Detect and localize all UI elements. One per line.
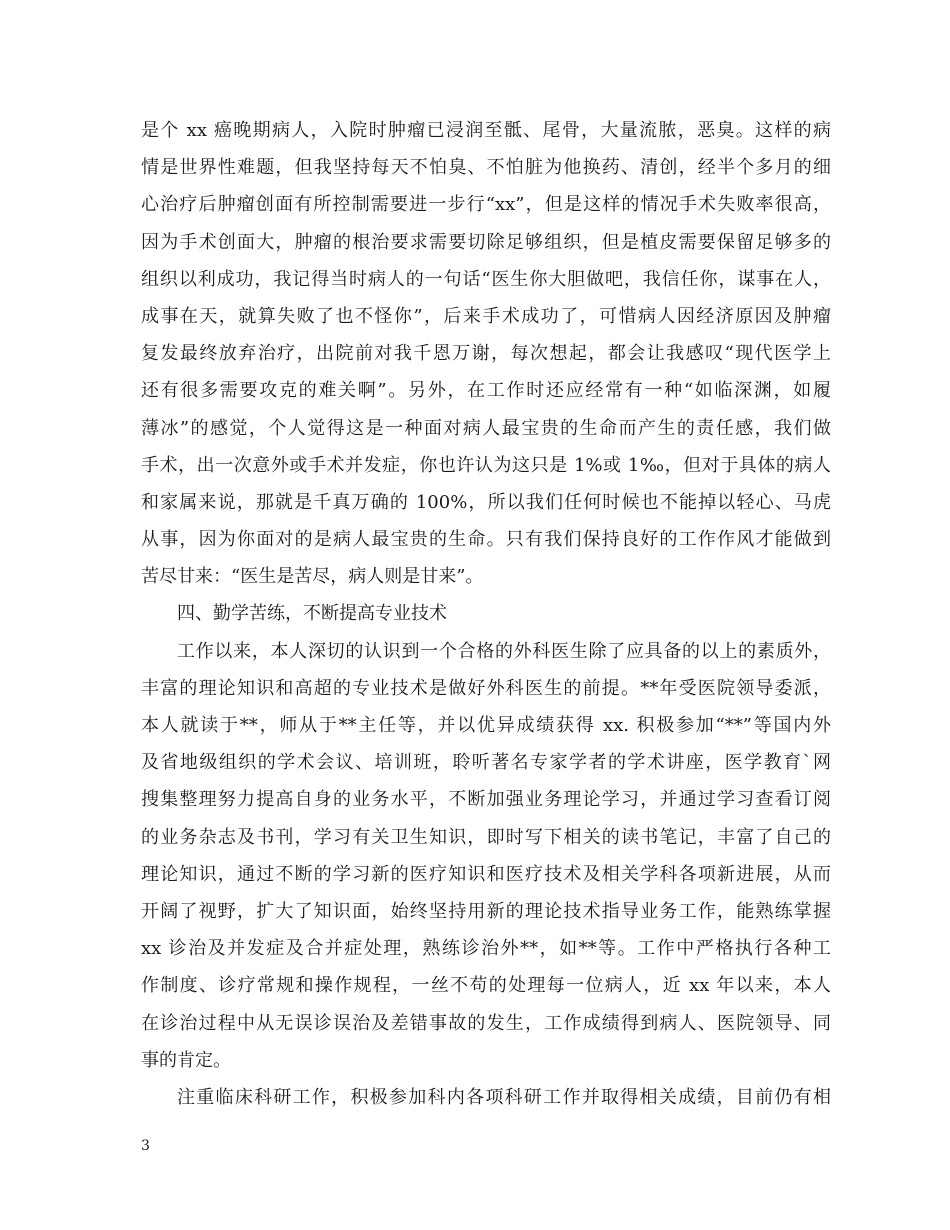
text-line: 的业务杂志及书刊，学习有关卫生知识，即时写下相关的读书笔记，丰富了自己的 bbox=[141, 826, 831, 848]
text-line: 事的肯定。 bbox=[141, 1049, 231, 1071]
text-line: 注重临床科研工作，积极参加科内各项科研工作并取得相关成绩，目前仍有相 bbox=[177, 1086, 831, 1108]
text-line: 和家属来说，那就是千真万确的 100%，所以我们任何时候也不能掉以轻心、马虎 bbox=[141, 491, 831, 513]
text-line: 搜集整理努力提高自身的业务水平，不断加强业务理论学习，并通过学习查看订阅 bbox=[141, 789, 831, 811]
text-line: 是个 xx 癌晚期病人，入院时肿瘤已浸润至骶、尾骨，大量流脓，恶臭。这样的病 bbox=[141, 120, 831, 141]
text-line: 手术，出一次意外或手术并发症，你也许认为这只是 1%或 1‰，但对于具体的病人 bbox=[141, 454, 831, 476]
text-line: 组织以利成功，我记得当时病人的一句话“医生你大胆做吧，我信任你，谋事在人， bbox=[141, 268, 831, 290]
text-line: 丰富的理论知识和高超的专业技术是做好外科医生的前提。**年受医院领导委派， bbox=[141, 677, 831, 699]
text-line: 薄冰”的感觉，个人觉得这是一种面对病人最宝贵的生命而产生的责任感，我们做 bbox=[141, 417, 831, 439]
text-line: 开阔了视野，扩大了知识面，始终坚持用新的理论技术指导业务工作，能熟练掌握 bbox=[141, 900, 831, 922]
page-number: 3 bbox=[141, 1138, 150, 1154]
text-line: 本人就读于**，师从于**主任等，并以优异成绩获得 xx. 积极参加“**”等国内外 bbox=[141, 715, 831, 736]
text-line: 及省地级组织的学术会议、培训班，聆听著名专家学者的学术讲座，医学教育`网 bbox=[141, 752, 831, 774]
text-line: 从事，因为你面对的是病人最宝贵的生命。只有我们保持良好的工作作风才能做到 bbox=[141, 529, 831, 551]
text-line: 心治疗后肿瘤创面有所控制需要进一步行“xx”，但是这样的情况手术失败率很高， bbox=[141, 194, 831, 216]
body-text bbox=[141, 112, 831, 1116]
text-line: 理论知识，通过不断的学习新的医疗知识和医疗技术及相关学科各项新进展，从而 bbox=[141, 863, 831, 885]
text-line: xx 诊治及并发症及合并症处理，熟练诊治外**，如**等。工作中严格执行各种工 bbox=[141, 938, 831, 960]
text-line: 在诊治过程中从无误诊误治及差错事故的发生，工作成绩得到病人、医院领导、同 bbox=[141, 1012, 831, 1034]
text-line: 成事在天，就算失败了也不怪你”，后来手术成功了，可惜病人因经济原因及肿瘤 bbox=[141, 305, 831, 327]
text-line: 作制度、诊疗常规和操作规程，一丝不苟的处理每一位病人，近 xx 年以来，本人 bbox=[141, 975, 831, 997]
text-line: 复发最终放弃治疗，出院前对我千恩万谢，每次想起，都会让我感叹“现代医学上 bbox=[141, 343, 831, 365]
section-heading: 四、勤学苦练，不断提高专业技术 bbox=[177, 603, 447, 625]
text-line: 还有很多需要攻克的难关啊”。另外，在工作时还应经常有一种“如临深渊，如履 bbox=[141, 380, 831, 402]
text-line: 情是世界性难题，但我坚持每天不怕臭、不怕脏为他换药、清创，经半个多月的细 bbox=[141, 157, 831, 179]
text-line: 苦尽甘来：“医生是苦尽，病人则是甘来”。 bbox=[141, 566, 484, 588]
text-line: 工作以来，本人深切的认识到一个合格的外科医生除了应具备的以上的素质外， bbox=[177, 640, 831, 662]
text-line: 因为手术创面大，肿瘤的根治要求需要切除足够组织，但是植皮需要保留足够多的 bbox=[141, 231, 831, 253]
